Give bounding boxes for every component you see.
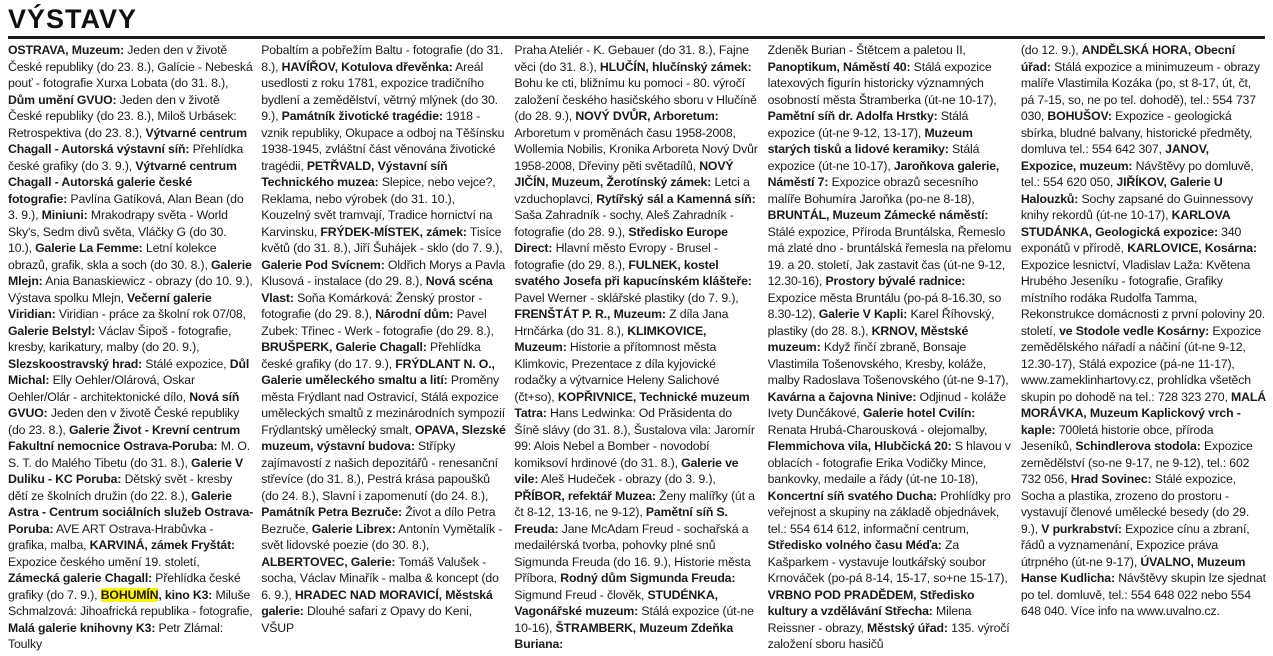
listing-column-3: Praha Ateliér - K. Gebauer (do 31. 8.), Fajne věci (do 31. 8.), HLUČÍN, hlučínský zámek: Bohu ke cti, bližnímu ku pomoci - 80. výročí založení českého hasičského sboru v Hlučíně (do 28. 9.), NOVÝ DVŮR, Arboretum: Arboretum v proměnách času 1958-2008, Wollemia Nobilis, Kronika Arboreta Nový Dvůr 1958-2008, Dřeviny pěti světadílů, NOVÝ JIČÍN, Muzeum, Žerotínský zámek: Letci a vzduchoplavci, Rytířský sál a Kamenná síň: Saša Zahradník - sochy, Aleš Zahradník - fotografie (do 28. 9.), Středisko Europe Direct: Hlavní město Evropy - Brusel - fotografie (do 29. 8.), FULNEK, kostel svatého Josefa při kapucínském klášteře: Pavel Werner - sklářské plastiky (do 7. 9.), FRENŠTÁT P. R., Muzeum: Z díla Jana Hrnčárka (do 31. 8.), KLIMKOVICE, Muzeum: Historie a přítomnost města Klimkovic, Prezentace z díla kyjovické rodačky a výtvarnice Heleny Salichové (čt+so), KOPŘIVNICE, Technické muzeum Tatra: Hans Ledwinka: Od Prăsidenta do Šíně slávy (do 31. 8.), Šustalova vila: Jaromír 99: Alois Nebel a Bomber - novodobí komiksoví hrdinové (do 31. 8.), Galerie ve vile: Aleš Hudeček - obrazy (do 3. 9.), PŘÍBOR, refektář Muzea: Ženy malířky (út a čt 8-12, 13-16, ne 9-12), Pamětní síň S. Freuda: Jane McAdam Freud - sochařská a medailérská tvorba, pohovky plné snů Sigmunda Freuda (do 16. 9.), Historie města Příbora, Rodný dům Sigmunda Freuda: Sigmund Freud - člověk, STUDÉNKA, Vagonářské muzeum: Stálá expozice (út-ne 10-16), ŠTRAMBERK, Muzeum Zdeňka Buriana:	[514, 43, 758, 651]
listing-column-4: Zdeněk Burian - Štětcem a paletou II, Panoptikum, Náměstí 40: Stálá expozice latexových figurín historicky významných osobností města Štramberka (út-ne 10-17), Pamětní síň dr. Adolfa Hrstky: Stálá expozice (út-ne 9-12, 13-17), Muzeum starých tisků a lidové keramiky: Stálá expozice (út-ne 10-17), Jaroňkova galerie, Náměstí 7: Expozice obrazů secesního malíře Bohumíra Jaroňka (po-ne 8-18), BRUNTÁL, Muzeum Zámecké náměstí: Stálé expozice, Příroda Bruntálska, Řemeslo má zlaté dno - bruntálská řemesla na přelomu 19. a 20. století, Jak zastavit čas (út-ne 9-12, 12.30-16), Prostory bývalé radnice: Expozice města Bruntálu (po-pá 8-16.30, so 8.30-12), Galerie V Kapli: Karel Říhovský, plastiky (do 28. 8.), KRNOV, Městské muzeum: Když řinčí zbraně, Bonsaje Vlastimila Tošenovského, Kresby, koláže, malby Radoslava Tošenovského (út-ne 9-17), Kavárna a čajovna Ninive: Odjinud - koláže Ivety Dunčákové, Galerie hotel Cvilín: Renata Hrubá-Charousková - olejomalby, Flemmichova vila, Hlubčická 20: S hlavou v oblacích - fotografie Erika Vodičky Mince, bankovky, medaile a řády (út-ne 10-18), Koncertní síň svatého Ducha: Prohlídky pro veřejnost a skupiny na základě objednávek, tel.: 554 614 612, informační centrum, Středisko volného času Méďa: Za Kašparkem - vystavuje loutkářský soubor Krnováček (po-pá 8-14, 15-17, so+ne 15-17), VRBNO POD PRADĚDEM, Středisko kultury a vzdělávání Střecha: Milena Reissner - obrazy, Městský úřad: 135. výročí založení sboru hasičů	[767, 43, 1012, 651]
listing-column-1: OSTRAVA, Muzeum: Jeden den v životě České republiky (do 23. 8.), Galície - Nebeská pouť - fotografie Xurxa Lobata (do 31. 8.), Dům umění GVUO: Jeden den v životě České republiky (do 23. 8.), Miloš Urbásek: Retrospektiva (do 23. 8.), Výtvarné centrum Chagall - Autorská výstavní síň: Přehlídka české grafiky (do 3. 9.), Výtvarné centrum Chagall - Autorská galerie české fotografie: Pavlína Gatíková, Alan Bean (do 3. 9.), Miniuni: Mrakodrapy světa - World Sky's, Sedm divů světa, Vláčky G (do 30. 10.), Galerie La Femme: Letní kolekce obrazů, grafik, skla a soch (do 30. 8.), Galerie Mlejn: Ania Banaskiewicz - obrazy (do 10. 9.), Výstava spolku Mlejn, Večerní galerie Viridian: Viridian - práce za školní rok 07/08, Galerie Belstyl: Václav Šipoš - fotografie, kresby, karikatury, malby (do 20. 9.), Slezskoostravský hrad: Stálé expozice, Důl Michal: Elly Oehler/Olárová, Oskar Oehler/Olár - architektonické dílo, Nová síň GVUO: Jeden den v životě České republiky (do 23. 8.), Galerie Život - Krevní centrum Fakultní nemocnice Ostrava-Poruba: M. O. S. T. do Malého Tibetu (do 31. 8.), Galerie V Duliku - KC Poruba: Dětský svět - kresby dětí ze školních družin (do 22. 8.), Galerie Astra - Centrum sociálních služeb Ostrava-Poruba: AVE ART Ostrava-Hrabůvka - grafika, malba, KARVINÁ, zámek Fryštát: Expozice českého umění 19. století, Zámecká galerie Chagall: Přehlídka české grafiky (do 7. 9.), BOHUMÍN, kino K3: Miluše Schmalzová: Jihoafrická republika - fotografie, Malá galerie knihovny K3: Petr Zlámal: Toulky	[8, 43, 254, 651]
header-rule	[8, 36, 1265, 39]
listing-column-5: (do 12. 9.), ANDĚLSKÁ HORA, Obecní úřad: Stálá expozice a minimuzeum - obrazy malíře Vlastimila Kozáka (po, st 8-17, út, čt, pá 7-15, so, ne po tel. dohodě), tel.: 554 737 030, BOHUŠOV: Expozice - geologická sbírka, bludné balvany, historické předměty, domluva tel.: 554 642 307, JANOV, Expozice, muzeum: Návštěvy po domluvě, tel.: 554 620 050, JIŘÍKOV, Galerie U Halouzků: Sochy zapsané do Guinnessovy knihy rekordů (út-ne 10-17), KARLOVA STUDÁNKA, Geologická expozice: 340 exponátů v přírodě, KARLOVICE, Kosárna: Expozice lesnictví, Vladislav Laža: Květena Hrubého Jeseníku - fotografie, Grafiky místního rodáka Rudolfa Tamma, Rekonstrukce domácnosti z první poloviny 20. století, ve Stodole vedle Kosárny: Expozice zemědělského nářadí a náčiní (út-ne 9-12, 12.30-17), Stálá expozice (pá-ne 11-17), www.zameklinhartovy.cz, prohlídka všetěch skupin po dohodě na tel.: 728 323 270, MALÁ MORÁVKA, Muzeum Kaplickový vrch - kaple: 700letá historie obce, příroda Jeseníků, Schindlerova stodola: Expozice zemědělství (so-ne 9-17, ne 9-12), tel.: 602 732 056, Hrad Sovinec: Stálé expozice, Socha a plastika, zrozeno do prostoru - vystavují členové umělecké besedy (do 29. 9.), V purkrabství: Expozice cínu a zbraní, řádů a vyznamenání, Expozice práva útrpného (út-ne 9-17), ÚVALNO, Muzeum Hanse Kudlicha: Návštěvy skupin lze sjednat po tel. domluvě, tel.: 554 648 022 nebo 554 648 040. Více info na www.uvalno.cz.	[1020, 43, 1266, 618]
section-header	[0, 0, 1273, 38]
section-title: VÝSTAVY	[8, 4, 138, 34]
listing-columns	[8, 42, 1266, 654]
listing-column-2: Pobaltím a pobřežím Baltu - fotografie (do 31. 8.), HAVÍŘOV, Kotulova dřevěnka: Areál usedlosti z roku 1781, expozice tradičního bydlení a zemědělství, větrný mlýnek (do 30. 9.), Památník životické tragédie: 1918 - vznik republiky, Okupace a odboj na Těšínsku 1938-1945, zvláštní část věnována životické tragédii, PETŘVALD, Výstavní síň Technického muzea: Slepice, nebo vejce?, Reklama, nebo výrobek (do 31. 10.), Kouzelný svět tramvají, Tradice hornictví na Karvinsku, FRÝDEK-MÍSTEK, zámek: Tisíce květů (do 31. 8.), Jiří Šuhájek - sklo (do 7. 9.), Galerie Pod Svícnem: Oldřich Morys a Pavla Klusová - instalace (do 29. 8.), Nová scéna Vlast: Soňa Komárková: Ženský prostor - fotografie (do 29. 8.), Národní dům: Pavel Zubek: Třinec - Werk - fotografie (do 29. 8.), BRUŠPERK, Galerie Chagall: Přehlídka české grafiky (do 17. 9.), FRÝDLANT N. O., Galerie uměleckého smaltu a lití: Proměny města Frýdlant nad Ostravicí, Stálá expozice uměleckých smaltů z mezinárodních sympozií Frýdlantský umělecký smalt, OPAVA, Slezské muzeum, výstavní budova: Střípky zajímavostí z našich depozitářů - renesanční střevíce (do 31. 8.), Pestrá krása papoušků (do 24. 8.), Slavní i zapomenutí (do 24. 8.), Památník Petra Bezruče: Život a dílo Petra Bezruče, Galerie Librex: Antonín Vymětalík - svět lidovské poezie (do 30. 8.), ALBERTOVEC, Galerie: Tomáš Valušek - socha, Václav Minařík - malba & koncept (do 6. 9.), HRADEC NAD MORAVICÍ, Městská galerie: Dlouhé safari z Opavy do Keni, VŠUP	[261, 43, 506, 635]
